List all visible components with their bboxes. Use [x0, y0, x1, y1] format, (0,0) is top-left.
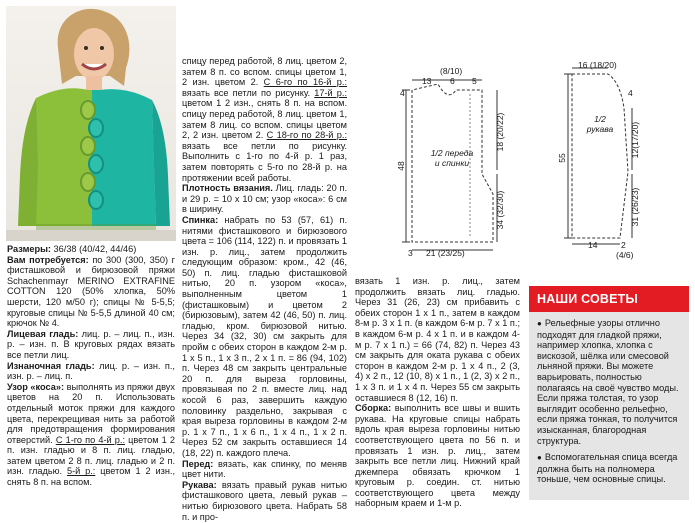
advice-tip-1: [529, 312, 689, 446]
sleeve-label-1: 1/2: [594, 114, 606, 124]
front-value: вязать, как спинку, по меняв цвет нити.: [182, 458, 347, 480]
sleeves-value: вязать правый рукав нитью фисташкового цвета, левый рукав – нитью бирюзового цвета. Набрать 58 п. и про-: [182, 479, 347, 522]
assembly-value: выполнить все швы и вшить рукава. На круговые спицы набрать вдоль края выреза горловины нитью соответствующего цвета по 56 п. и провязать 1 изн. р. лиц., затем закрыть все петли лиц. Нижний край джемпера обвязать крючком 1 круговым р. соедин. ст. нитью соответствующего цвета между наборным краем и 1-м р.: [355, 403, 520, 509]
stockinette-label: Лицевая гладь:: [7, 328, 79, 339]
instructions-column-3: [355, 276, 520, 509]
density-label: Плотность вязания.: [182, 183, 273, 194]
col3-intro: вязать 1 изн. р. лиц., затем продолжить вязать лиц. гладью. Через 31 (26, 23) см прибавить с обеих сторон 1 х 1 п., затем в каждом 8-м р. 3 х 1 п. (в каждом 6-м р. 7 х 1 п.; в каждом 6-м р. 4 х 1 п. и в каждом 4-м р. 7 х 1 п.) = 66 (74, 82) п. Через 43 см закрыть для оката рукава с обеих сторон в каждом 2-м р. 1 х 4 п., 2 (3, 4) х 2 п., 12 (10, 8) х 1 п., 1 (2, 3) х 2 п., 1 х 3 п. и 1 х 4 п. Через 55 см закрыть оставшиеся 8 (12, 16) п.: [355, 276, 520, 403]
row-1-4-label: С 1-го по 4-й р.:: [55, 434, 126, 445]
bullet-icon: ●: [537, 453, 542, 463]
sleeve-schematic: [564, 68, 632, 244]
braid-pattern-value: выполнять из пряжи двух цветов на 20 п. Использовать отдельный моток пряжи для каждого цвета, перекрещивая нить за работой для предотвращения формирования отверстий.: [7, 381, 175, 445]
sleeve-label-2: рукава: [586, 124, 614, 134]
sleeve-height: 55: [557, 153, 567, 163]
body-top-total: (8/10): [440, 66, 463, 76]
row-6-16-text: вязать все петли по рисунку.: [182, 87, 311, 98]
materials-value: по 300 (300, 350) г фисташковой и бирюзовой пряжи Schachenmayr MERINO EXTRAFINE COTTON 120 (50% хлопка, 50% шерсти, 120 м/50 г); спицы № 5-5,5; круговые спицы № 5-5,5 длиной 40 см; крючок № 4.: [7, 254, 175, 329]
body-side: 34 (32/30): [495, 190, 505, 230]
sleeve-cap: 12(17/20): [630, 121, 640, 159]
pattern-diagram: [370, 62, 690, 262]
sleeve-bottom-extra: (4/6): [616, 250, 634, 260]
stockinette-value: лиц. р. – лиц. п., изн. р. – изн. п. В круговых рядах вязать все петли лиц.: [7, 328, 175, 360]
col2-intro: спицу перед работой, 8 лиц. цветом 2, затем 8 п. со вспом. спицы цветом 1, 2 изн. цветом 2.: [182, 56, 347, 88]
advice-tip-2: [529, 446, 689, 485]
instructions-column-2: [182, 56, 347, 522]
body-bottom: 21 (23/25): [426, 248, 465, 258]
back-label: Спинка:: [182, 214, 219, 225]
back-value: набрать по 53 (57, 61) п. нитями фисташкового и бирюзового цвета = 106 (114, 122) п. и провязать 1 изн. р. лиц., затем продолжить следующим образом: кром., 42 (46, 50) п. лиц. гладью фисташковой нитью, 20 п. узором «коса», выполненным цветом 1 (фисташковым) и цветом 2 (бирюзовым), затем 42 (46, 50) п. лиц. гладью, кром. бирюзовой нитью. Через 34 (32, 30) см закрыть для пройм с обеих сторон в каждом 2-м р. 1 х 5 п., 1 х 3 п., 2 х 1 п. = 86 (94, 102) п. Через 48 см закрыть центральные 20 п. для выреза горловины, провязывая по 2 п. вместе лиц. над косой 6 раз, завершить каждую половинку раздельно, закрывая с края выреза горловины в каждом 2-м р. 1 х 7 п., 1 х 6 п., 1 х 4 п., 1 х 2 п. Через 52 см закрыть оставшиеся 14 (18, 22) п. каждого плеча.: [182, 214, 347, 458]
sleeve-right-top: 4: [628, 88, 633, 98]
advice-tip-1-text: Рельефные узоры отлично подходят для гладкой пряжи, например хлопка, хлопка с вискозой, шёлка или смесовой льняной пряжи. Вы можете варьировать, полностью полагаясь на своё чувство моды. Если пряжа толстая, то узор выглядит особенно рельефно, если пряжа тонкая, то получится изысканная, благородная структура.: [537, 318, 679, 446]
body-left-drop: 4: [400, 88, 405, 98]
advice-title: НАШИ СОВЕТЫ: [529, 286, 689, 312]
sleeves-label: Рукава:: [182, 479, 217, 490]
row-17-label: 17-й р.:: [314, 87, 347, 98]
model-photo: [6, 6, 176, 241]
braid-pattern-label: Узор «коса»:: [7, 381, 64, 392]
reverse-stockinette-label: Изнаночная гладь:: [7, 360, 95, 371]
row-18-28-text: вязать все петли по рисунку. Выполнить с 1-го по 4-й р. 1 раз, затем повторять с 5-го по 28-й р. на протяжении всей работы.: [182, 140, 347, 183]
sleeve-length: 31 (26/23): [630, 187, 640, 227]
row-1-4-text: цветом 1 2 п. изн. гладью и 8 п. лиц. гладью, затем цветом 2 8 п. лиц. гладью и 2 п. изн. гладью.: [7, 434, 175, 477]
front-label: Перед:: [182, 458, 214, 469]
body-neck: 6: [450, 76, 455, 86]
advice-box: [529, 286, 689, 500]
body-height: 48: [396, 161, 406, 171]
body-label-2: и спинки: [434, 158, 470, 168]
sleeve-top: 16 (18/20): [578, 62, 617, 70]
sizes-value: 36/38 (40/42, 44/46): [51, 244, 137, 254]
body-neck-right: 5: [472, 76, 477, 86]
row-6-16-label: С 6-го по 16-й р.:: [263, 77, 347, 88]
row-18-28-label: С 18-го по 28-й р.:: [266, 130, 347, 141]
row-5-label: 5-й р.:: [66, 466, 96, 477]
row-17-text: цветом 1 2 изн., снять 8 п. на вспом. спицу перед работой, 8 лиц. цветом 1, затем 8 лиц. со вспом. спицы цветом 2, 2 изн. цветом 2.: [182, 98, 347, 141]
density-value: Лиц. гладь: 20 п. и 29 р. = 10 х 10 см; узор «коса»: 6 см в ширину.: [182, 183, 347, 215]
body-label-1: 1/2 переда: [430, 148, 474, 158]
bullet-icon: ●: [537, 319, 542, 328]
advice-tip-2-text: Вспомогательная спица всегда должна быть на полномера тоньше, чем основные спицы.: [537, 452, 678, 485]
body-bottom-left: 3: [408, 248, 413, 258]
sleeve-bottom-right: 2: [621, 240, 626, 250]
body-shoulder: 13: [422, 76, 432, 86]
instructions-column-1: [7, 244, 175, 488]
sleeve-bottom: 14: [588, 240, 598, 250]
body-armhole: 18 (20/22): [495, 112, 505, 152]
row-5-text: цветом 1 2 изн., снять 8 п. на вспом.: [7, 466, 175, 488]
assembly-label: Сборка:: [355, 403, 392, 414]
materials-label: Вам потребуется:: [7, 254, 89, 265]
reverse-stockinette-value: лиц. р. – изн. п., изн. р. – лиц. п.: [7, 360, 175, 382]
jumper-photo-illustration: [6, 6, 176, 241]
sizes-label: Размеры:: [7, 244, 51, 254]
